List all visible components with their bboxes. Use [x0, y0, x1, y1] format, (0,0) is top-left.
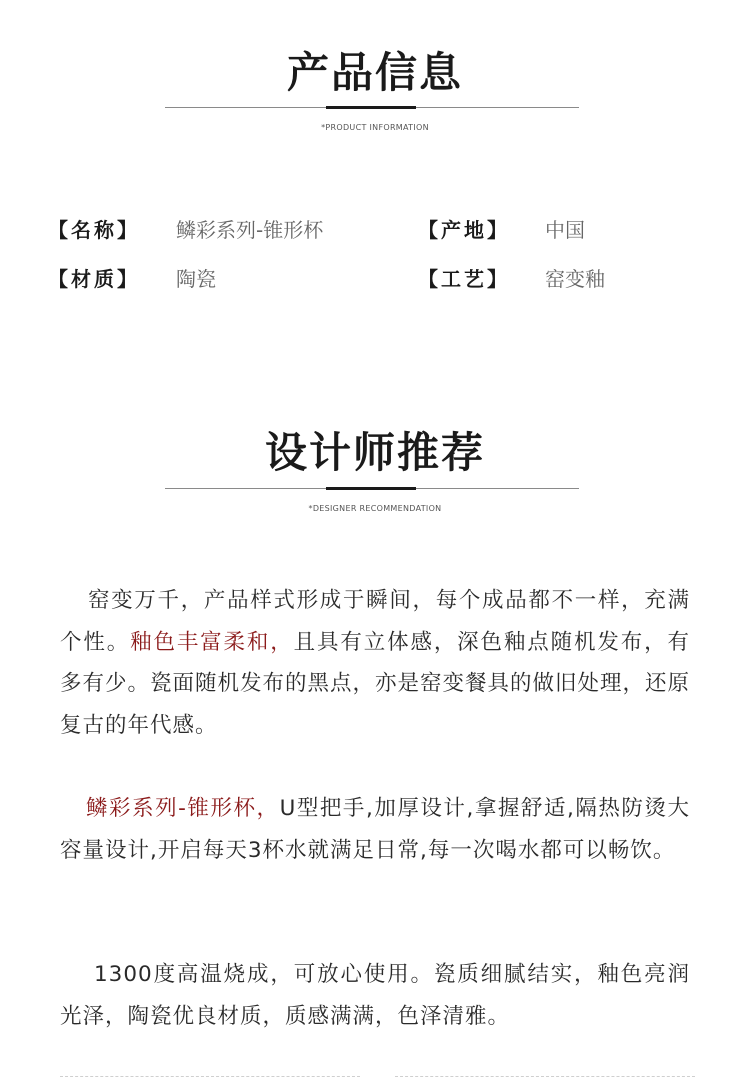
para1-text-a: 窑变万千，产品样式形成于瞬间，每个成品都不一样，充满个性。 — [60, 588, 690, 655]
para1-accent: 釉色丰富柔和， — [130, 629, 294, 655]
product-info-title: 产品信息 — [286, 48, 463, 97]
info-label-name: 【名称】 — [48, 218, 140, 242]
designer-subtitle: *DESIGNER RECOMMENDATION — [308, 504, 442, 513]
product-info-subtitle: *PRODUCT INFORMATION — [321, 123, 429, 132]
para2-accent: 鳞彩系列-锥形杯， — [86, 796, 280, 821]
info-label-origin: 【产地】 — [418, 218, 510, 242]
paragraph-product-features — [60, 788, 690, 871]
info-value-craft: 窑变釉 — [545, 267, 605, 291]
info-label-craft: 【工艺】 — [418, 267, 510, 291]
para2-text: U型把手,加厚设计,拿握舒适,隔热防烫大容量设计,开启每天3杯水就满足日常,每一次喝水都可以畅饮。 — [60, 796, 690, 863]
designer-divider-accent — [326, 487, 416, 490]
info-value-name: 鳞彩系列-锥形杯 — [176, 218, 324, 242]
info-value-material: 陶瓷 — [176, 267, 216, 291]
para3-text: 1300度高温烧成，可放心使用。瓷质细腻结实，釉色亮润光泽，陶瓷优良材质，质感满满，色泽清雅。 — [60, 962, 690, 1029]
designer-title: 设计师推荐 — [264, 428, 485, 477]
paragraph-kiln-change — [60, 580, 690, 746]
bottom-dashed-divider-left — [60, 1076, 360, 1077]
para1-text-b: 且具有立体感，深色釉点随机发布，有多有少。瓷面随机发布的黑点，亦是窑变餐具的做旧处理，还原复古的年代感。 — [60, 629, 691, 738]
bottom-dashed-divider-right — [395, 1076, 695, 1077]
info-label-material: 【材质】 — [48, 267, 140, 291]
paragraph-firing — [60, 954, 690, 1037]
title-divider-accent — [326, 106, 416, 109]
info-value-origin: 中国 — [545, 218, 585, 242]
